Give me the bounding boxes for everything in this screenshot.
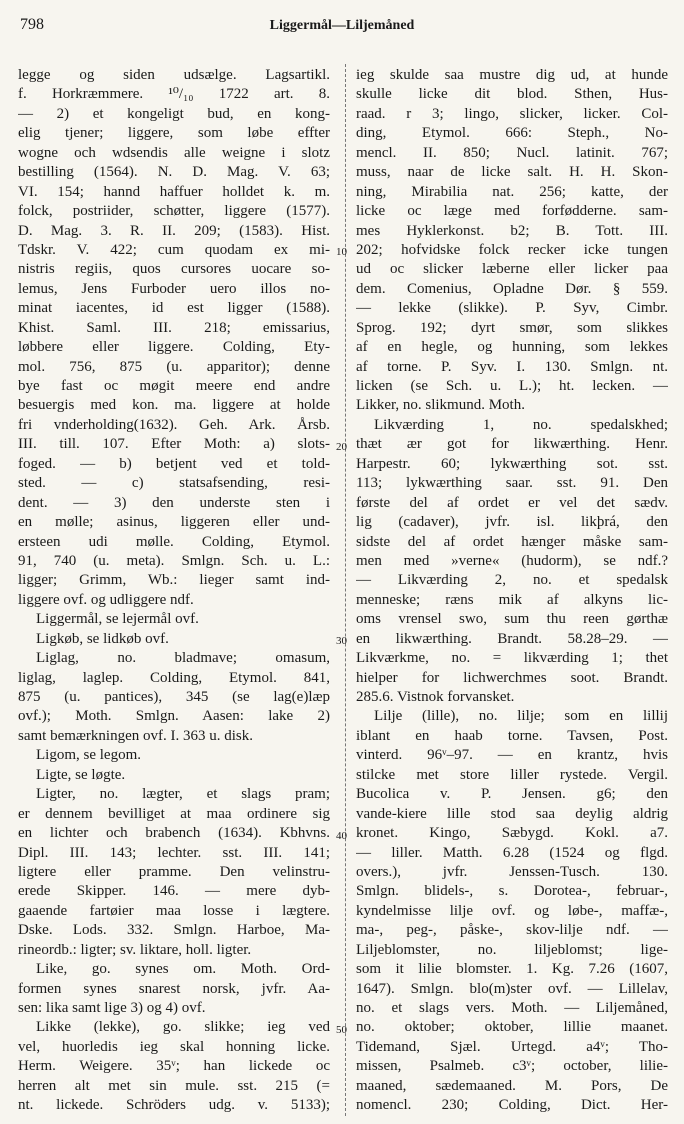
text-line: — 2) et kongeligt bud, en kong-	[18, 105, 330, 122]
text-line: D. Mag. 3. R. II. 209; (1583). Hist.	[18, 222, 330, 239]
text-line: Likke (lekke), go. slikke; ieg ved	[36, 1019, 330, 1036]
text-line: f. Horkræmmere. ¹⁰/₁₀ 1722 art. 8.	[18, 86, 330, 103]
text-line: Bucolica v. P. Jensen. g6; den	[356, 786, 668, 803]
text-line: af en hegle, og hunning, som lekkes	[356, 339, 668, 356]
text-line: af torne. P. Syv. I. 130. Smlgn. nt.	[356, 358, 668, 375]
text-line: vinterd. 96ᵛ–97. — en krantz, hvis	[356, 747, 668, 764]
text-line: dent. — 3) den underste sten i	[18, 494, 330, 511]
text-line: Dipl. III. 143; lechter. sst. III. 141;	[18, 844, 330, 861]
text-line: Lilje (lille), no. lilje; som en lillij	[374, 708, 668, 725]
text-line: 875 (u. pantices), 345 (se lag(e)læp	[18, 689, 330, 705]
line-number-marker: 10	[336, 246, 347, 259]
text-line: kyndelmisse lilje ovf. og løbe-, maffæ-,	[356, 902, 668, 919]
text-line: stilcke met store liller rystede. Vergil.	[356, 766, 668, 783]
text-line: som it lilie blomster. 1. Kg. 7.26 (1607,	[356, 961, 668, 978]
text-line: licke oc læge med forfødderne. sam-	[356, 203, 668, 220]
text-line: 91, 740 (u. meta). Smlgn. Sch. u. L.:	[18, 552, 330, 569]
text-line: Likværkme, no. = likværding 1; thet	[356, 650, 668, 667]
text-line: liggere ovf. og udliggere ndf.	[18, 591, 194, 608]
text-line: overs.), jvfr. Jenssen-Tusch. 130.	[356, 863, 668, 880]
text-line: ersteen udi mølle. Colding, Etymol.	[18, 533, 330, 550]
text-line: ma-, peg-, påske-, skov-lilje ndf. —	[356, 922, 668, 939]
text-line: no. et slags vers. Moth. — Liljemåned,	[356, 1000, 668, 1016]
text-line: nt. lickede. Schröders udg. v. 5133);	[18, 1097, 330, 1114]
text-line: 202; hofvidske folck recker icke tungen	[356, 241, 668, 258]
text-line: no. oktober; oktober, lillie maanet.	[356, 1019, 668, 1036]
text-line: kronet. Kingo, Sæbygd. Kokl. a7.	[356, 825, 668, 842]
text-line: Ligom, se legom.	[36, 747, 141, 764]
text-line: — lekke (slikke). P. Syv, Cimbr.	[356, 300, 668, 317]
text-line: skulle licke dit blod. Sthen, Hus-	[356, 86, 668, 103]
text-line: Smlgn. blidels-, s. Dorotea-, februar-,	[356, 883, 668, 900]
text-line: nistris regiis, quos cursores uocare so-	[18, 261, 330, 278]
text-line: nomencl. 230; Colding, Dict. Her-	[356, 1097, 668, 1114]
text-line: raad. r 3; lingo, slicker, licker. Col-	[356, 105, 668, 122]
text-line: bestilling (1564). N. D. Mag. V. 63;	[18, 164, 330, 181]
text-line: 285.6. Vistnok forvansket.	[356, 689, 515, 705]
text-line: er dennem bevilliget at maa ordinere sig	[18, 805, 330, 822]
text-line: ding, Etymol. 666: Steph., No-	[356, 125, 668, 142]
text-line: lemus, Jens Furboder uero illos no-	[18, 280, 330, 297]
text-line: missen, Psalmeb. c3ᵛ; october, lilie-	[356, 1058, 668, 1075]
text-line: ovf.); Moth. Smlgn. Aasen: lake 2)	[18, 708, 330, 725]
text-line: minat iacentes, id est ligger (1588).	[18, 300, 330, 317]
text-line: dem. Comenius, Opladne Dør. § 559.	[356, 280, 668, 297]
column-divider	[345, 64, 346, 1116]
text-line: første del af ordet er vel det sædv.	[356, 494, 668, 511]
text-line: Sprog. 192; dyrt smør, som slikkes	[356, 319, 668, 336]
page-header	[0, 12, 684, 38]
text-line: Likker, no. slikmund. Moth.	[356, 397, 525, 414]
text-line: bye fast oc møgit meere end andre	[18, 378, 330, 394]
text-line: 1647). Smlgn. blo(m)ster ovf. — Lillelav,	[356, 980, 668, 997]
text-line: elig tjener; liggere, som løbe effter	[18, 125, 330, 142]
text-line: erede Skipper. 146. — mere dyb-	[18, 883, 330, 900]
text-line: løbbere eller liggere. Colding, Ety-	[18, 339, 330, 356]
left-column	[18, 66, 330, 1116]
text-line: sen: lika samt lige 3) og 4) ovf.	[18, 1000, 206, 1016]
text-line: ligtere eller pramme. Den velinstru-	[18, 863, 330, 880]
line-number-marker: 20	[336, 440, 347, 453]
text-line: men med »verne« (hudorm), se ndf.?	[356, 552, 668, 569]
text-line: liglag, laglep. Colding, Etymol. 841,	[18, 669, 330, 686]
text-line: gaaende fartøier maa losse i lægtere.	[18, 902, 330, 919]
text-line: iblant en haab torne. Tavsen, Post.	[356, 727, 668, 744]
line-number-marker: 30	[336, 635, 347, 648]
text-line: besuergis med kon. ma. liggere at holde	[18, 397, 330, 414]
text-line: Liglag, no. bladmave; omasum,	[36, 650, 330, 667]
text-line: maaned, sædemaaned. M. Pors, De	[356, 1077, 668, 1094]
text-line: en likwærthing. Brandt. 58.28–29. —	[356, 630, 668, 647]
text-line: folck, postriider, schøtter, liggere (1577).	[18, 203, 330, 220]
text-line: Like, go. synes om. Moth. Ord-	[36, 961, 330, 978]
text-line: hielper for lichwerchmes soot. Brandt.	[356, 669, 668, 686]
line-number-marker: 40	[336, 829, 347, 842]
text-line: rineordb.: ligter; sv. liktare, holl. ligter.	[18, 941, 252, 958]
text-line: mol. 756, 875 (u. apparitor); denne	[18, 358, 330, 375]
text-line: VI. 154; hannd haffuer holldet k. m.	[18, 183, 330, 200]
text-line: 113; lykwærthing saar. sst. 91. Den	[356, 475, 668, 492]
right-column	[356, 66, 668, 1116]
text-line: Ligte, se løgte.	[36, 766, 126, 783]
text-line: ning, Mirabilia nat. 256; katte, der	[356, 183, 668, 200]
text-line: Ligter, no. lægter, et slags pram;	[36, 786, 330, 803]
text-line: en lichter och brabench (1634). Kbhvns.	[18, 825, 330, 842]
text-line: III. till. 107. Efter Moth: a) slots-	[18, 436, 330, 453]
text-line: formen synes snarest norsk, jvfr. Aa-	[18, 980, 330, 997]
text-line: Khist. Saml. III. 218; emissarius,	[18, 319, 330, 336]
text-line: licken (se Sch. u. L.); ht. lecken. —	[356, 378, 668, 394]
text-line: thæt ær got for likwærthing. Henr.	[356, 436, 668, 453]
page-number: 798	[20, 16, 44, 33]
text-line: Herm. Weigere. 35ᵛ; han lickede oc	[18, 1058, 330, 1075]
text-line: Likværding 1, no. spedalskhed;	[374, 416, 668, 433]
text-line: Tidemand, Sjæl. Urtegd. a4ᵛ; Tho-	[356, 1038, 668, 1055]
text-line: sidste del af ordet hænger måske sam-	[356, 533, 668, 550]
text-line: ieg skulde saa mustre dig ud, at hunde	[356, 67, 668, 83]
text-line: Harpestr. 60; lykwærthing sot. sst.	[356, 455, 668, 472]
text-line: menneske; ræns mik af alkyns lic-	[356, 591, 668, 608]
text-line: — liller. Matth. 6.28 (1524 og flgd.	[356, 844, 668, 861]
text-line: muss, naar de licke salt. H. H. Skon-	[356, 164, 668, 181]
text-line: sted. — c) statsafsending, resi-	[18, 475, 330, 492]
text-line: lig (cadaver), jvfr. isl. likþrá, den	[356, 514, 668, 531]
text-line: wogne och wdsendis alle weigne i slotz	[18, 144, 330, 161]
text-line: fri vnderholding(1632). Geh. Ark. Årsb.	[18, 416, 330, 433]
text-line: Liggermål, se lejermål ovf.	[36, 611, 199, 628]
text-line: Ligkøb, se lidkøb ovf.	[36, 630, 169, 647]
text-line: vel, huorledis ieg skal honning licke.	[18, 1038, 330, 1055]
text-line: mencl. II. 850; Nucl. latinit. 767;	[356, 144, 668, 161]
text-line: en mølle; asinus, liggeren eller und-	[18, 514, 330, 531]
text-line: foged. — b) betjent ved et told-	[18, 455, 330, 472]
text-line: legge og siden udsælge. Lagsartikl.	[18, 67, 330, 83]
text-line: Tdskr. V. 422; cum quodam ex mi-	[18, 241, 330, 258]
text-line: Dske. Lods. 332. Smlgn. Harboe, Ma-	[18, 922, 330, 939]
text-line: mes Hyklerkonst. b2; B. Tott. III.	[356, 222, 668, 239]
text-line: oms vrensel swo, sum thu reen gørthæ	[356, 611, 668, 628]
text-line: Liljeblomster, no. liljeblomst; lige-	[356, 941, 668, 958]
line-number-marker: 50	[336, 1024, 347, 1037]
text-line: vande-kiere lille stod saa deylig aldrig	[356, 805, 668, 822]
text-line: samt bemærkningen ovf. I. 363 u. disk.	[18, 727, 253, 744]
text-line: — Likværding 2, no. et spedalsk	[356, 572, 668, 589]
running-head: Liggermål—Liljemåned	[269, 18, 415, 33]
text-line: ligger; Grimm, Wb.: lieger samt ind-	[18, 572, 330, 589]
text-line: herren alt met sin mule. sst. 215 (=	[18, 1077, 330, 1094]
text-line: ud oc slicker læberne eller licker paa	[356, 261, 668, 278]
